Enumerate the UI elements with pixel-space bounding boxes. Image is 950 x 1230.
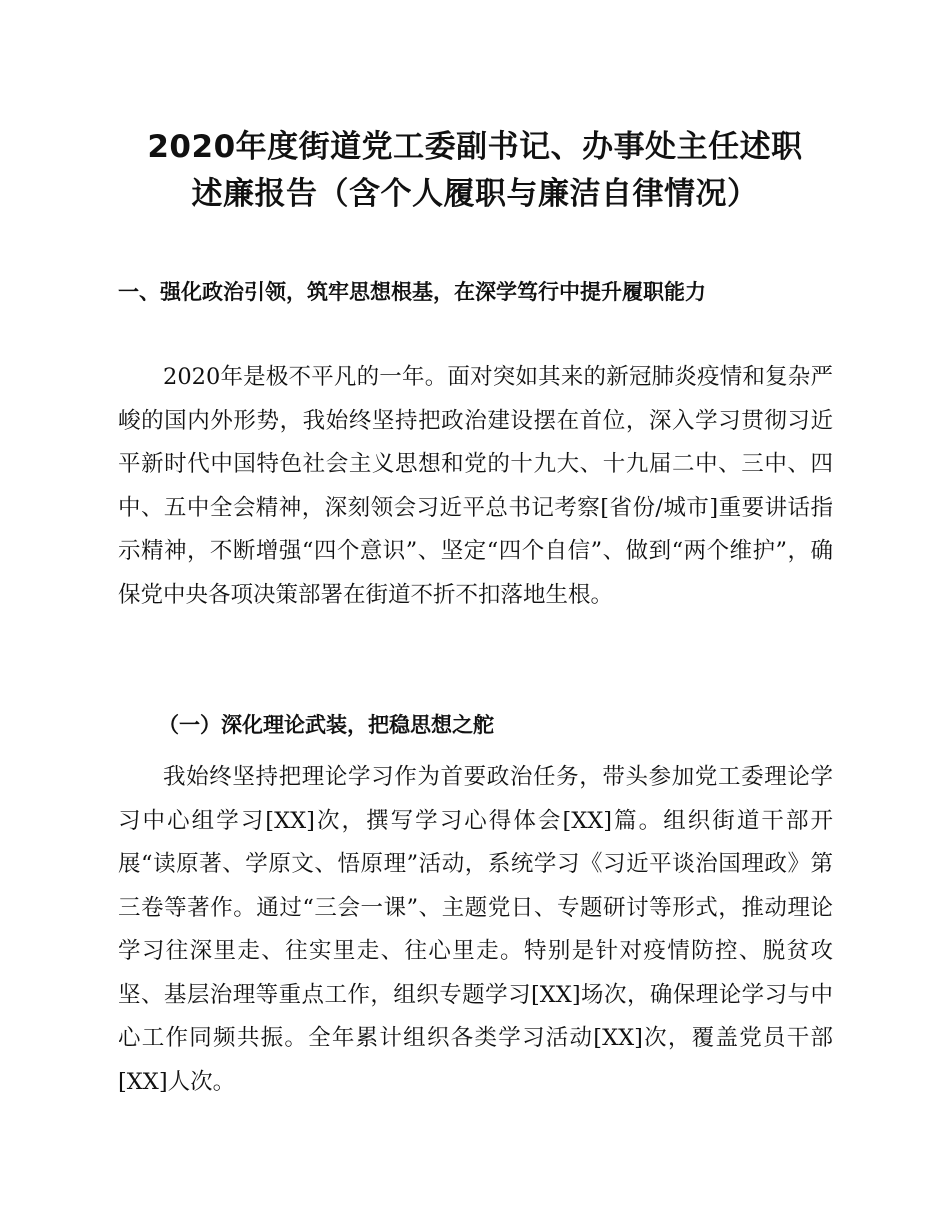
document-title-line-1: 2020年度街道党工委副书记、办事处主任述职 (147, 129, 803, 165)
section-1-intro-paragraph: 2020年是极不平凡的一年。面对突如其来的新冠肺炎疫情和复杂严峻的国内外形势，我始终坚持把政治建设摆在首位，深入学习贯彻习近平新时代中国特色社会主义思想和党的十九大、十九届二中、三中、四中、五中全会精神，深刻领会习近平总书记考察[省份/城市]重要讲话指示精神，不断增强“四个意识”、坚定“四个自信”、做到“两个维护”，确保党中央各项决策部署在街道不折不扣落地生根。 (118, 364, 833, 608)
document-title (110, 124, 840, 218)
subsection-heading-1: （一）深化理论武装，把稳思想之舵 (158, 712, 494, 737)
subsection-1-body-paragraph: 我始终坚持把理论学习作为首要政治任务，带头参加党工委理论学习中心组学习[XX]次，撰写学习心得体会[XX]篇。组织街道干部开展“读原著、学原文、悟原理”活动，系统学习《习近平谈治国理政》第三卷等著作。通过“三会一课”、主题党日、专题研讨等形式，推动理论学习往深里走、往实里走、往心里走。特别是针对疫情防控、脱贫攻坚、基层治理等重点工作，组织专题学习[XX]场次，确保理论学习与中心工作同频共振。全年累计组织各类学习活动[XX]次，覆盖党员干部[XX]人次。 (118, 764, 833, 1095)
document-title-line-2: 述廉报告（含个人履职与廉洁自律情况） (191, 176, 759, 212)
section-heading-1: 一、强化政治引领，筑牢思想根基，在深学笃行中提升履职能力 (118, 280, 706, 304)
